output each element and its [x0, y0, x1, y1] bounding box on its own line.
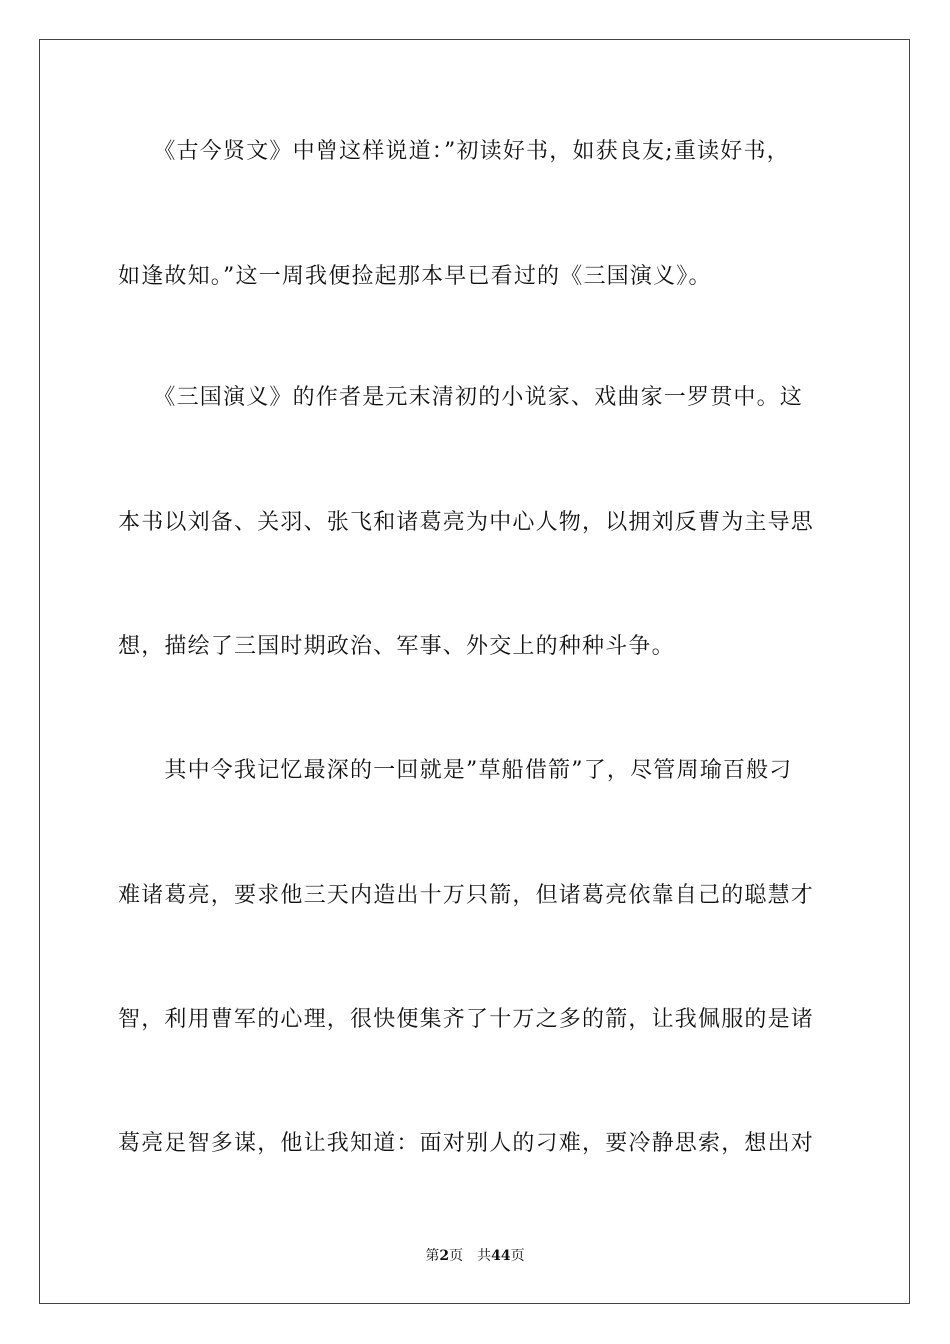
page-footer — [0, 1246, 950, 1266]
page-frame — [39, 39, 910, 1304]
text-line: 《古今贤文》中曾这样说道：”初读好书，如获良友;重读好书， — [118, 139, 790, 164]
footer-middle: 页 共 — [449, 1248, 492, 1264]
total-page-count: 44 — [491, 1248, 511, 1264]
current-page-number: 2 — [439, 1248, 450, 1264]
text-line: 难诸葛亮，要求他三天内造出十万只箭，但诸葛亮依靠自己的聪慧才 — [118, 883, 815, 908]
text-line: 《三国演义》的作者是元末清初的小说家、戏曲家一罗贯中。这 — [118, 385, 804, 410]
text-line: 智，利用曹军的心理，很快便集齐了十万之多的箭，让我佩服的是诸 — [118, 1007, 815, 1032]
text-line: 想，描绘了三国时期政治、军事、外交上的种种斗争。 — [118, 634, 675, 659]
footer-suffix: 页 — [510, 1248, 525, 1264]
text-line: 本书以刘备、关羽、张飞和诸葛亮为中心人物，以拥刘反曹为主导思 — [118, 510, 815, 535]
text-line: 葛亮足智多谋，他让我知道：面对别人的刁难，要冷静思索，想出对 — [118, 1131, 815, 1156]
footer-prefix: 第 — [425, 1248, 440, 1264]
text-line: 其中令我记忆最深的一回就是”草船借箭”了，尽管周瑜百般刁 — [118, 758, 793, 783]
text-line: 如逢故知。”这一周我便捡起那本早已看过的《三国演义》。 — [118, 264, 712, 289]
